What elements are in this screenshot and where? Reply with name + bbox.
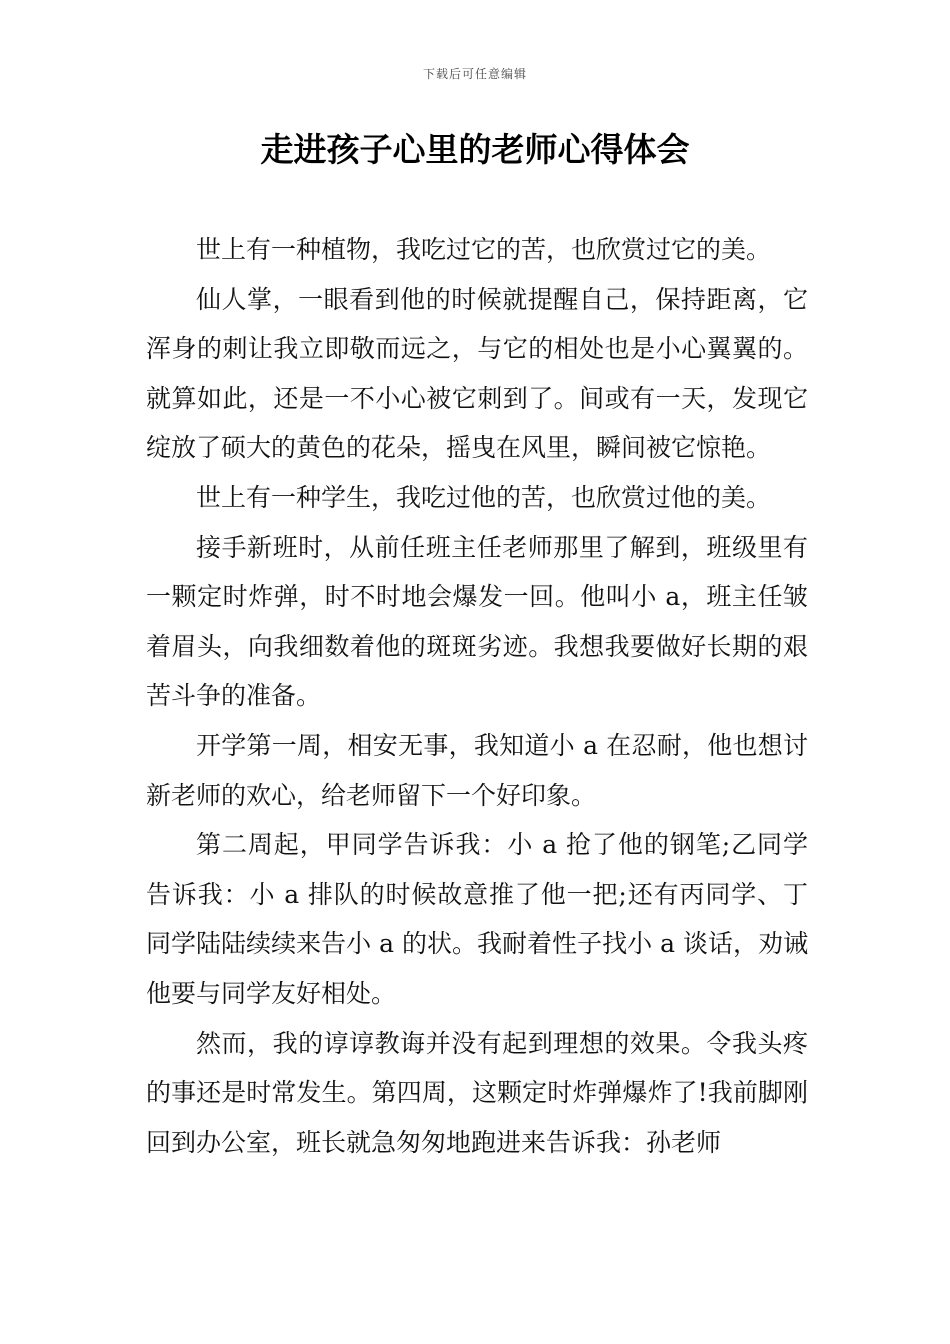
paragraph-1: 世上有一种植物，我吃过它的苦，也欣赏过它的美。 (196, 235, 772, 264)
paragraph-3: 世上有一种学生，我吃过他的苦，也欣赏过他的美。 (196, 482, 772, 512)
document-body (146, 225, 808, 1167)
paragraph-5: 开学第一周，相安无事，我知道小 a 在忍耐，他也想讨新老师的欢心，给老师留下一个好印象。 (146, 730, 808, 810)
paragraph-7: 然而，我的谆谆教诲并没有起到理想的效果。令我头疼的事还是时常发生。第四周，这颗定时炸弹爆炸了!我前脚刚回到办公室，班长就急匆匆地跑进来告诉我：孙老师 (146, 1028, 808, 1157)
paragraph-2: 仙人掌，一眼看到他的时候就提醒自己，保持距离，它浑身的刺让我立即敬而远之，与它的相处也是小心翼翼的。就算如此，还是一不小心被它刺到了。间或有一天，发现它绽放了硕大的黄色的花朵，摇曳在风里，瞬间被它惊艳。 (146, 284, 808, 463)
download-editable-note: 下载后可任意编辑 (422, 67, 527, 81)
paragraph-6: 第二周起，甲同学告诉我：小 a 抢了他的钢笔;乙同学告诉我：小 a 排队的时候故意推了他一把;还有丙同学、丁同学陆陆续续来告小 a 的状。我耐着性子找小 a 谈话，劝诫他要与同学友好相处。 (146, 830, 808, 1008)
document-title: 走进孩子心里的老师心得体会 (260, 130, 690, 169)
paragraph-4: 接手新班时，从前任班主任老师那里了解到，班级里有一颗定时炸弹，时不时地会爆发一回。他叫小 a，班主任皱着眉头，向我细数着他的斑斑劣迹。我想我要做好长期的艰苦斗争的准备。 (146, 532, 808, 711)
